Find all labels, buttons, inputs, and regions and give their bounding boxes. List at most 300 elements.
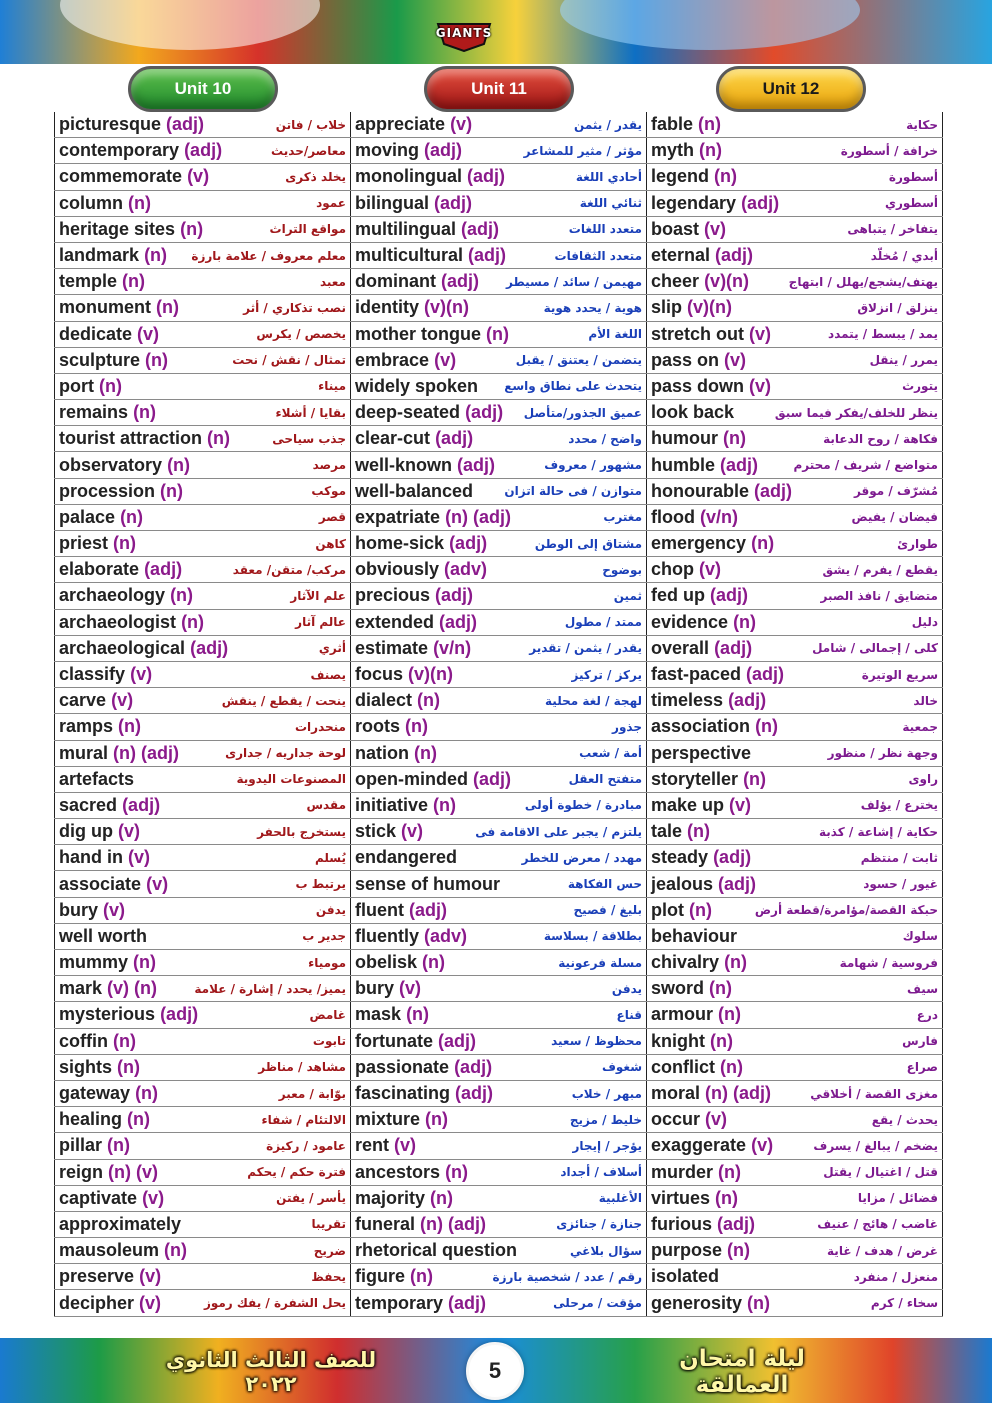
arabic-meaning: منعزل / منفرد	[853, 1269, 938, 1284]
english-word: remains	[59, 402, 129, 423]
part-of-speech: (v)(n)	[408, 664, 454, 685]
english-term	[355, 1240, 517, 1261]
part-of-speech: (n)	[133, 402, 157, 423]
english-term	[355, 664, 453, 685]
english-word: embrace	[355, 349, 430, 370]
english-word: behaviour	[651, 925, 738, 946]
arabic-meaning: كلى / إجمالى / شامل	[812, 641, 938, 656]
english-word: bury	[59, 899, 99, 920]
table-row	[55, 923, 943, 949]
part-of-speech: (v/n)	[700, 506, 738, 527]
english-word: legendary	[651, 192, 737, 213]
vocab-entry	[355, 505, 642, 529]
part-of-speech: (n)	[417, 690, 441, 711]
english-term	[59, 193, 151, 214]
vocab-entry	[355, 296, 642, 320]
vocab-entry	[355, 636, 642, 660]
part-of-speech: (n)	[181, 611, 205, 632]
english-word: sword	[651, 978, 705, 999]
english-word: timeless	[651, 690, 724, 711]
vocab-entry	[355, 427, 642, 451]
arabic-meaning: ممتد / مطول	[564, 615, 642, 630]
part-of-speech: (adj)	[454, 1056, 493, 1077]
part-of-speech: (n)	[122, 271, 146, 292]
vocab-cell-unit-11	[351, 1002, 647, 1028]
vocab-cell-unit-11	[351, 1238, 647, 1264]
vocab-cell-unit-12	[647, 1264, 943, 1290]
english-word: port	[59, 375, 94, 396]
unit-11-badge: Unit 11	[424, 66, 574, 112]
arabic-meaning: ينظر للخلف/يفكر فيما سبق	[774, 405, 938, 420]
english-term	[59, 952, 156, 973]
arabic-meaning: مشتاق إلى الوطن	[534, 536, 642, 551]
english-term	[355, 978, 421, 999]
arabic-meaning: حس الفكاهة	[567, 877, 642, 892]
arabic-meaning: فترة حكم / يحكم	[247, 1165, 346, 1180]
part-of-speech: (n)	[698, 114, 722, 135]
vocab-cell-unit-10	[55, 452, 351, 478]
arabic-meaning: ثمين	[613, 588, 642, 603]
vocab-entry	[59, 348, 346, 372]
vocab-entry	[651, 663, 938, 687]
english-term	[59, 533, 136, 554]
vocab-cell-unit-11	[351, 923, 647, 949]
table-row	[55, 164, 943, 190]
vocabulary-table-body	[55, 112, 943, 1316]
english-word: make up	[651, 794, 725, 815]
english-word: bilingual	[355, 192, 429, 213]
english-term	[355, 1057, 492, 1078]
arabic-meaning: متفتح العقل	[568, 772, 642, 787]
english-word: fluently	[355, 925, 420, 946]
vocab-entry	[355, 1003, 642, 1027]
vocab-cell-unit-10	[55, 923, 351, 949]
vocab-entry	[651, 479, 938, 503]
table-row	[55, 531, 943, 557]
vocab-cell-unit-12	[647, 557, 943, 583]
vocab-entry	[59, 1160, 346, 1184]
english-word: preserve	[59, 1266, 135, 1287]
arabic-meaning: دليل	[911, 615, 938, 630]
arabic-meaning: غرض / هدف / غاية	[827, 1243, 938, 1258]
vocab-entry	[651, 427, 938, 451]
vocab-cell-unit-10	[55, 1107, 351, 1133]
vocab-entry	[651, 1265, 938, 1289]
part-of-speech: (n)	[425, 1109, 449, 1130]
unit-10-badge: Unit 10	[128, 66, 278, 112]
english-word: figure	[355, 1266, 406, 1287]
vocab-cell-unit-11	[351, 373, 647, 399]
english-word: decipher	[59, 1292, 135, 1313]
vocab-entry	[651, 793, 938, 817]
vocab-cell-unit-12	[647, 1185, 943, 1211]
english-term	[59, 769, 134, 790]
english-term	[59, 821, 140, 842]
part-of-speech: (v)(n)	[704, 271, 750, 292]
arabic-meaning: طوارئ	[897, 536, 938, 551]
english-word: mysterious	[59, 1004, 156, 1025]
english-term	[355, 140, 462, 161]
english-term	[651, 324, 771, 345]
vocab-entry	[59, 217, 346, 241]
part-of-speech: (v) (n)	[107, 978, 158, 999]
arabic-meaning: مؤثر / مثير للمشاعر	[523, 143, 642, 158]
arabic-meaning: فضائل / مزايا	[857, 1191, 938, 1206]
arabic-meaning: فروسية / شهامة	[839, 955, 938, 970]
vocab-entry	[651, 1082, 938, 1106]
arabic-meaning: معاصر/حديث	[271, 143, 346, 158]
english-word: picturesque	[59, 114, 162, 135]
vocab-entry	[651, 1134, 938, 1158]
part-of-speech: (v)	[450, 114, 473, 135]
english-term	[651, 795, 751, 816]
english-term	[355, 1188, 453, 1209]
vocab-entry	[651, 820, 938, 844]
english-term	[355, 1162, 468, 1183]
arabic-meaning: يقدر / يثمن / تقدير	[529, 641, 642, 656]
english-word: cheer	[651, 271, 700, 292]
vocab-cell-unit-10	[55, 792, 351, 818]
english-term	[651, 612, 756, 633]
vocab-entry	[59, 296, 346, 320]
arabic-meaning: حكاية / إشاعة / كذبة	[819, 824, 938, 839]
part-of-speech: (v)	[749, 323, 772, 344]
english-term	[59, 428, 230, 449]
vocab-cell-unit-11	[351, 1159, 647, 1185]
vocab-entry	[59, 689, 346, 713]
vocabulary-table	[54, 112, 943, 1317]
part-of-speech: (v)	[399, 978, 422, 999]
part-of-speech: (adj)	[438, 1030, 477, 1051]
arabic-meaning: يأسر / يفتن	[276, 1191, 346, 1206]
table-row	[55, 242, 943, 268]
part-of-speech: (n)	[486, 323, 509, 344]
vocab-cell-unit-11	[351, 871, 647, 897]
part-of-speech: (adj)	[468, 245, 507, 266]
vocab-entry	[651, 1029, 938, 1053]
arabic-meaning: يتحدث على نطاق واسع	[504, 379, 642, 394]
vocab-entry	[355, 532, 642, 556]
arabic-meaning: فيضان / يفيض	[851, 510, 938, 525]
table-row	[55, 714, 943, 740]
arabic-meaning: مبهر / خلاب	[571, 1086, 642, 1101]
english-term	[355, 114, 472, 135]
vocab-cell-unit-11	[351, 714, 647, 740]
arabic-meaning: موكب	[311, 484, 346, 499]
vocab-entry	[355, 767, 642, 791]
vocab-entry	[355, 741, 642, 765]
english-word: associate	[59, 873, 142, 894]
arabic-meaning: متعدد اللغات	[568, 222, 642, 237]
vocab-cell-unit-10	[55, 164, 351, 190]
part-of-speech: (v)	[128, 847, 151, 868]
vocab-cell-unit-11	[351, 609, 647, 635]
part-of-speech: (adj)	[720, 454, 759, 475]
english-word: palace	[59, 506, 116, 527]
arabic-meaning: يلتزم / يجبر على الاقامة فى	[475, 824, 642, 839]
part-of-speech: (v)	[187, 166, 210, 187]
english-term	[355, 428, 473, 449]
part-of-speech: (v)	[699, 559, 722, 580]
vocab-cell-unit-12	[647, 1080, 943, 1106]
part-of-speech: (n)	[699, 140, 723, 161]
vocab-cell-unit-11	[351, 1185, 647, 1211]
vocab-entry	[59, 663, 346, 687]
part-of-speech: (v)	[751, 1135, 774, 1156]
english-term	[59, 716, 141, 737]
arabic-meaning: واضح / محدد	[568, 431, 642, 446]
part-of-speech: (v)	[103, 899, 126, 920]
english-word: mark	[59, 978, 103, 999]
vocab-cell-unit-10	[55, 557, 351, 583]
part-of-speech: (adj)	[746, 664, 785, 685]
part-of-speech: (n) (v)	[108, 1161, 159, 1182]
english-term	[355, 533, 487, 554]
table-row	[55, 138, 943, 164]
vocab-cell-unit-10	[55, 138, 351, 164]
english-word: pass down	[651, 375, 745, 396]
part-of-speech: (n)	[718, 1004, 742, 1025]
arabic-meaning: خرافة / أسطورة	[840, 143, 938, 158]
table-row	[55, 557, 943, 583]
english-word: tourist attraction	[59, 428, 203, 449]
english-word: knight	[651, 1030, 705, 1051]
vocab-entry	[355, 584, 642, 608]
vocab-cell-unit-12	[647, 216, 943, 242]
english-word: column	[59, 192, 124, 213]
english-word: well worth	[59, 925, 148, 946]
english-term	[59, 585, 193, 606]
vocab-entry	[651, 1160, 938, 1184]
part-of-speech: (adj)	[473, 768, 512, 789]
vocab-entry	[651, 558, 938, 582]
english-term	[651, 638, 752, 659]
english-word: dig up	[59, 821, 113, 842]
english-word: fable	[651, 114, 694, 135]
part-of-speech: (n)	[135, 1083, 159, 1104]
arabic-meaning: مغزى القصة / أخلاقي	[810, 1086, 938, 1101]
part-of-speech: (v)	[142, 1187, 165, 1208]
arabic-meaning: أسطورة	[888, 169, 938, 184]
arabic-meaning: غاضب / هائج / عنيف	[817, 1217, 938, 1232]
english-term	[59, 114, 204, 135]
part-of-speech: (v)	[118, 821, 140, 842]
english-term	[651, 926, 737, 947]
table-row	[55, 190, 943, 216]
giants-logo	[432, 20, 496, 52]
vocab-cell-unit-10	[55, 766, 351, 792]
vocab-cell-unit-10	[55, 1264, 351, 1290]
arabic-meaning: يصنف	[310, 667, 346, 682]
part-of-speech: (n)	[733, 611, 757, 632]
vocab-cell-unit-12	[647, 373, 943, 399]
vocab-cell-unit-11	[351, 138, 647, 164]
part-of-speech: (n)	[145, 349, 169, 370]
vocab-cell-unit-12	[647, 688, 943, 714]
english-term	[355, 1083, 493, 1104]
table-row	[55, 1080, 943, 1106]
english-word: carve	[59, 690, 107, 711]
vocab-cell-unit-11	[351, 112, 647, 138]
vocab-entry	[355, 244, 642, 268]
vocab-cell-unit-10	[55, 1002, 351, 1028]
english-term	[59, 324, 159, 345]
vocab-entry	[355, 165, 642, 189]
vocab-cell-unit-11	[351, 400, 647, 426]
vocab-entry	[355, 401, 642, 425]
arabic-meaning: اللغة الأم	[588, 327, 642, 342]
arabic-meaning: مقدس	[306, 798, 346, 813]
part-of-speech: (adj)	[435, 585, 474, 606]
english-word: conflict	[651, 1056, 716, 1077]
vocab-cell-unit-12	[647, 1159, 943, 1185]
vocab-entry	[355, 1239, 642, 1263]
arabic-meaning: ثابت / منتظم	[860, 850, 938, 865]
english-term	[651, 978, 732, 999]
vocab-cell-unit-11	[351, 819, 647, 845]
table-row	[55, 1133, 943, 1159]
vocab-cell-unit-10	[55, 400, 351, 426]
english-term	[355, 743, 437, 764]
vocab-entry	[355, 1134, 642, 1158]
vocab-cell-unit-12	[647, 845, 943, 871]
english-word: contemporary	[59, 140, 180, 161]
arabic-meaning: لهجة / لغة محلية	[545, 693, 642, 708]
english-word: isolated	[651, 1266, 720, 1287]
english-term	[355, 585, 473, 606]
english-term	[355, 716, 428, 737]
vocab-cell-unit-12	[647, 242, 943, 268]
arabic-meaning: عالم آثار	[295, 615, 346, 630]
arabic-meaning: تقريبا	[311, 1217, 346, 1232]
vocab-entry	[355, 322, 642, 346]
arabic-meaning: سخاء / كرم	[870, 1296, 938, 1311]
vocab-cell-unit-11	[351, 347, 647, 373]
vocab-cell-unit-11	[351, 1264, 647, 1290]
table-row	[55, 766, 943, 792]
english-word: furious	[651, 1213, 712, 1234]
part-of-speech: (v)	[401, 821, 424, 842]
english-term	[651, 271, 749, 292]
english-word: clear-cut	[355, 428, 431, 449]
part-of-speech: (n)	[751, 533, 775, 554]
arabic-meaning: بوّابة / معبر	[278, 1086, 346, 1101]
vocab-entry	[59, 1212, 346, 1236]
vocab-cell-unit-11	[351, 190, 647, 216]
part-of-speech: (n) (adj)	[705, 1083, 772, 1104]
vocab-entry	[651, 951, 938, 975]
part-of-speech: (v)(n)	[424, 297, 470, 318]
vocab-entry	[59, 191, 346, 215]
english-term	[651, 847, 751, 868]
english-word: stick	[355, 821, 397, 842]
part-of-speech: (adj)	[457, 454, 496, 475]
arabic-meaning: قتل / اغتيال / يقتل	[823, 1165, 938, 1180]
part-of-speech: (adj)	[409, 899, 448, 920]
vocab-cell-unit-11	[351, 845, 647, 871]
table-row	[55, 321, 943, 347]
english-term	[651, 1109, 727, 1130]
english-word: hand in	[59, 847, 123, 868]
part-of-speech: (n)	[414, 742, 437, 763]
vocab-cell-unit-11	[351, 950, 647, 976]
part-of-speech: (n)	[445, 1161, 469, 1182]
table-row	[55, 583, 943, 609]
vocab-entry	[59, 139, 346, 163]
arabic-meaning: أمة / شعب	[579, 746, 642, 761]
vocab-cell-unit-10	[55, 1080, 351, 1106]
table-row	[55, 819, 943, 845]
vocab-cell-unit-10	[55, 216, 351, 242]
part-of-speech: (v)	[130, 664, 153, 685]
arabic-meaning: راوى	[908, 772, 938, 787]
part-of-speech: (n)	[715, 1187, 739, 1208]
english-word: archaeological	[59, 637, 186, 658]
part-of-speech: (adj)	[713, 847, 752, 868]
table-row	[55, 976, 943, 1002]
vocab-cell-unit-12	[647, 1238, 943, 1264]
english-term	[651, 690, 766, 711]
english-term	[355, 1214, 486, 1235]
vocab-cell-unit-11	[351, 1028, 647, 1054]
english-word: coffin	[59, 1030, 108, 1051]
english-term	[651, 1188, 738, 1209]
english-word: expatriate	[355, 506, 441, 527]
vocab-cell-unit-10	[55, 373, 351, 399]
english-term	[355, 847, 457, 868]
part-of-speech: (v)	[729, 794, 752, 815]
vocab-entry	[355, 793, 642, 817]
vocab-cell-unit-12	[647, 740, 943, 766]
table-row	[55, 792, 943, 818]
vocab-cell-unit-12	[647, 871, 943, 897]
vocab-cell-unit-10	[55, 1028, 351, 1054]
vocab-entry	[355, 1055, 642, 1079]
english-term	[651, 140, 722, 161]
arabic-meaning: ينحت / يقطع / ينقش	[221, 693, 346, 708]
part-of-speech: (n)	[117, 1056, 141, 1077]
part-of-speech: (n)	[107, 1135, 131, 1156]
english-word: healing	[59, 1109, 123, 1130]
part-of-speech: (n)	[727, 1240, 751, 1261]
english-word: reign	[59, 1161, 104, 1182]
logo-text: GIANTS	[435, 26, 493, 40]
english-term	[59, 612, 204, 633]
english-term	[59, 455, 190, 476]
part-of-speech: (n)	[724, 952, 748, 973]
part-of-speech: (adj)	[184, 140, 223, 161]
table-row	[55, 950, 943, 976]
arabic-meaning: يضخم / يبالغ / يسرف	[813, 1138, 938, 1153]
vocab-entry	[651, 872, 938, 896]
english-word: gateway	[59, 1083, 131, 1104]
arabic-meaning: يخلد ذكرى	[285, 169, 346, 184]
vocab-cell-unit-12	[647, 112, 943, 138]
vocab-cell-unit-11	[351, 1211, 647, 1237]
english-word: bury	[355, 978, 395, 999]
part-of-speech: (n)	[720, 1056, 744, 1077]
english-term	[651, 664, 784, 685]
arabic-meaning: جذب سياحى	[272, 431, 346, 446]
english-word: temple	[59, 271, 118, 292]
vocab-cell-unit-11	[351, 321, 647, 347]
english-word: armour	[651, 1004, 714, 1025]
part-of-speech: (adj)	[441, 271, 480, 292]
english-term	[355, 271, 479, 292]
arabic-meaning: يدفن	[611, 981, 642, 996]
part-of-speech: (n) (adj)	[420, 1213, 487, 1234]
arabic-meaning: مؤقت / مرحلى	[553, 1296, 642, 1311]
